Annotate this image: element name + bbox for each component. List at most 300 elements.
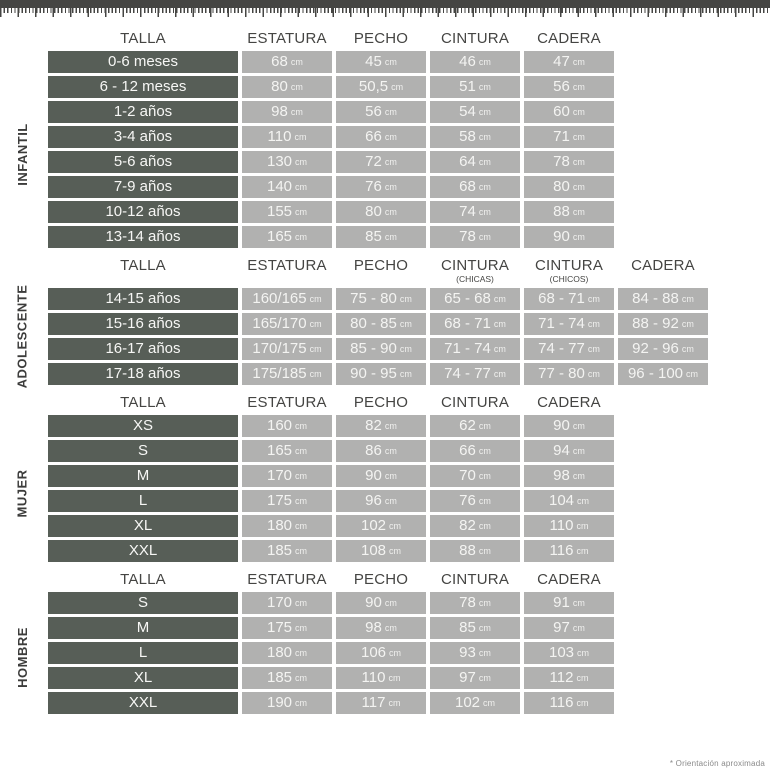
measure-cell xyxy=(524,592,614,614)
unit-label: cm xyxy=(572,232,585,242)
column-header-label: PECHO xyxy=(353,571,409,588)
measure-value: 170/175 xyxy=(252,340,307,357)
unit-label: cm xyxy=(389,521,402,531)
measure-value: 160/165 xyxy=(252,290,307,307)
measure-value: 98 xyxy=(365,619,382,636)
unit-label: cm xyxy=(478,421,491,431)
measure-value: 130 xyxy=(266,153,293,170)
column-header xyxy=(242,571,332,588)
unit-label: cm xyxy=(587,319,600,329)
column-header-label: CINTURA xyxy=(440,571,510,588)
column-header xyxy=(524,30,614,47)
column-header xyxy=(618,257,708,274)
measure-cell xyxy=(430,288,520,310)
measure-value: 165 xyxy=(266,442,293,459)
unit-label: cm xyxy=(384,132,397,142)
measure-cell xyxy=(242,415,332,437)
measure-cell xyxy=(336,76,426,98)
measure-cell xyxy=(336,440,426,462)
measure-cell xyxy=(524,176,614,198)
measure-cell xyxy=(430,226,520,248)
unit-label: cm xyxy=(399,294,412,304)
measure-value: 155 xyxy=(266,203,293,220)
measure-cell xyxy=(242,51,332,73)
measure-value: 90 xyxy=(365,467,382,484)
column-header xyxy=(524,394,614,411)
measure-value: 65 - 68 xyxy=(444,290,491,307)
unit-label: cm xyxy=(478,107,491,117)
measure-cell xyxy=(430,667,520,689)
measure-cell xyxy=(430,76,520,98)
measure-value: 102 xyxy=(360,517,387,534)
unit-label: cm xyxy=(478,157,491,167)
measure-value: 77 - 80 xyxy=(538,365,585,382)
column-header xyxy=(242,394,332,411)
unit-label: cm xyxy=(295,648,308,658)
measure-value: 108 xyxy=(360,542,387,559)
unit-label: cm xyxy=(309,369,322,379)
measure-cell xyxy=(242,363,332,385)
talla-cell: 13-14 años xyxy=(48,226,238,248)
measure-cell xyxy=(336,51,426,73)
column-header-label: TALLA xyxy=(120,257,166,274)
unit-label: cm xyxy=(295,673,308,683)
section-label-hombre xyxy=(2,601,42,714)
measure-cell xyxy=(430,465,520,487)
measure-cell xyxy=(524,101,614,123)
measure-cell xyxy=(524,338,614,360)
measure-value: 110 xyxy=(361,669,386,686)
column-header-label: PECHO xyxy=(353,30,409,47)
measure-value: 85 xyxy=(459,619,476,636)
measure-cell xyxy=(430,51,520,73)
unit-label: cm xyxy=(681,344,694,354)
measure-cell xyxy=(524,465,614,487)
unit-label: cm xyxy=(572,157,585,167)
section-mujer xyxy=(14,394,770,562)
unit-label: cm xyxy=(478,673,491,683)
measure-cell xyxy=(336,313,426,335)
measure-cell xyxy=(336,176,426,198)
talla-cell: 6 - 12 meses xyxy=(48,76,238,98)
measure-value: 60 xyxy=(553,103,570,120)
unit-label: cm xyxy=(399,369,412,379)
measure-value: 175 xyxy=(266,492,293,509)
measure-cell xyxy=(242,440,332,462)
measure-cell xyxy=(430,101,520,123)
measure-value: 110 xyxy=(267,128,292,145)
measure-value: 76 xyxy=(459,492,476,509)
measure-cell xyxy=(242,226,332,248)
measure-cell xyxy=(430,617,520,639)
column-header-label: CINTURA xyxy=(534,257,604,274)
measure-cell xyxy=(242,540,332,562)
measure-cell xyxy=(430,440,520,462)
unit-label: cm xyxy=(399,319,412,329)
measure-value: 117 xyxy=(361,694,386,711)
column-header xyxy=(524,257,614,284)
measure-value: 185 xyxy=(266,542,293,559)
measure-value: 54 xyxy=(459,103,476,120)
table-row xyxy=(48,101,770,123)
table-row xyxy=(48,490,770,512)
unit-label: cm xyxy=(576,673,589,683)
measure-value: 165/170 xyxy=(252,315,307,332)
unit-label: cm xyxy=(384,207,397,217)
section-adolescente xyxy=(14,257,770,388)
column-header xyxy=(336,30,426,47)
measure-value: 180 xyxy=(266,517,293,534)
measure-value: 90 xyxy=(553,228,570,245)
measure-value: 71 xyxy=(553,128,570,145)
measure-cell xyxy=(524,51,614,73)
measure-value: 170 xyxy=(266,594,293,611)
measure-value: 98 xyxy=(271,103,288,120)
unit-label: cm xyxy=(681,294,694,304)
measure-cell xyxy=(336,101,426,123)
section-title: ADOLESCENTE xyxy=(14,284,30,388)
measure-cell xyxy=(242,313,332,335)
measure-value: 165 xyxy=(266,228,293,245)
unit-label: cm xyxy=(384,157,397,167)
unit-label: cm xyxy=(389,648,402,658)
unit-label: cm xyxy=(290,82,303,92)
unit-label: cm xyxy=(587,369,600,379)
measure-cell xyxy=(524,415,614,437)
unit-label: cm xyxy=(681,319,694,329)
measure-value: 76 xyxy=(365,178,382,195)
section-label-adolescente xyxy=(2,284,42,388)
unit-label: cm xyxy=(384,57,397,67)
measure-cell xyxy=(524,288,614,310)
talla-cell: 7-9 años xyxy=(48,176,238,198)
unit-label: cm xyxy=(572,421,585,431)
column-header-label: CADERA xyxy=(631,257,695,274)
measure-value: 116 xyxy=(549,542,574,559)
column-header xyxy=(242,30,332,47)
measure-cell xyxy=(336,363,426,385)
talla-cell: L xyxy=(48,642,238,664)
talla-cell: S xyxy=(48,592,238,614)
measure-cell xyxy=(336,151,426,173)
unit-label: cm xyxy=(686,369,699,379)
header-row xyxy=(48,571,770,588)
measure-value: 170 xyxy=(266,467,293,484)
measure-value: 82 xyxy=(365,417,382,434)
table-row xyxy=(48,201,770,223)
measure-value: 70 xyxy=(459,467,476,484)
measure-value: 72 xyxy=(365,153,382,170)
table-row xyxy=(48,226,770,248)
measure-cell xyxy=(618,313,708,335)
unit-label: cm xyxy=(572,623,585,633)
measure-value: 90 - 95 xyxy=(350,365,397,382)
measure-cell xyxy=(524,151,614,173)
measure-cell xyxy=(430,126,520,148)
unit-label: cm xyxy=(290,107,303,117)
column-header-label: TALLA xyxy=(120,571,166,588)
table-row xyxy=(48,313,770,335)
column-header-label: ESTATURA xyxy=(247,394,327,411)
approximation-footnote: * Orientación aproximada xyxy=(669,759,765,768)
measure-value: 80 xyxy=(365,203,382,220)
measure-cell xyxy=(242,667,332,689)
measure-value: 102 xyxy=(454,694,481,711)
table-row xyxy=(48,51,770,73)
measure-cell xyxy=(242,101,332,123)
measure-value: 175 xyxy=(266,619,293,636)
measure-cell xyxy=(524,667,614,689)
measure-value: 106 xyxy=(360,644,387,661)
measure-value: 56 xyxy=(553,78,570,95)
measure-value: 190 xyxy=(266,694,293,711)
measure-value: 68 xyxy=(271,53,288,70)
unit-label: cm xyxy=(294,132,307,142)
column-header-label: CINTURA xyxy=(440,257,510,274)
table-row xyxy=(48,288,770,310)
column-header xyxy=(48,394,238,411)
column-header xyxy=(336,571,426,588)
section-infantil xyxy=(14,30,770,248)
unit-label: cm xyxy=(295,207,308,217)
unit-label: cm xyxy=(587,294,600,304)
unit-label: cm xyxy=(295,471,308,481)
table-row xyxy=(48,338,770,360)
measure-cell xyxy=(430,592,520,614)
measure-value: 85 xyxy=(365,228,382,245)
unit-label: cm xyxy=(478,57,491,67)
column-header xyxy=(430,257,520,284)
unit-label: cm xyxy=(391,82,404,92)
measure-cell xyxy=(524,226,614,248)
unit-label: cm xyxy=(388,673,401,683)
unit-label: cm xyxy=(478,546,491,556)
table-row xyxy=(48,540,770,562)
header-row xyxy=(48,30,770,47)
measure-value: 103 xyxy=(548,644,575,661)
measure-value: 96 xyxy=(365,492,382,509)
measure-value: 74 - 77 xyxy=(538,340,585,357)
measure-value: 104 xyxy=(548,492,575,509)
measure-cell xyxy=(242,592,332,614)
measure-cell xyxy=(242,338,332,360)
measure-value: 68 xyxy=(459,178,476,195)
measure-cell xyxy=(524,515,614,537)
unit-label: cm xyxy=(572,471,585,481)
section-hombre xyxy=(14,571,770,714)
unit-label: cm xyxy=(478,623,491,633)
ruler-ticks xyxy=(0,8,770,18)
measure-cell xyxy=(336,465,426,487)
unit-label: cm xyxy=(384,598,397,608)
talla-cell: XL xyxy=(48,667,238,689)
measure-value: 88 xyxy=(553,203,570,220)
measure-value: 96 - 100 xyxy=(627,365,684,382)
measure-cell xyxy=(242,692,332,714)
measure-cell xyxy=(618,363,708,385)
measure-value: 78 xyxy=(459,594,476,611)
measure-cell xyxy=(336,288,426,310)
measure-value: 85 - 90 xyxy=(350,340,397,357)
measure-cell xyxy=(336,692,426,714)
measure-value: 185 xyxy=(266,669,293,686)
ruler-bar xyxy=(0,0,770,8)
column-header xyxy=(48,571,238,588)
section-title: HOMBRE xyxy=(14,627,30,688)
unit-label: cm xyxy=(295,232,308,242)
measure-cell xyxy=(618,338,708,360)
measure-value: 98 xyxy=(553,467,570,484)
measure-cell xyxy=(430,338,520,360)
unit-label: cm xyxy=(572,57,585,67)
unit-label: cm xyxy=(309,344,322,354)
column-header xyxy=(430,394,520,411)
measure-cell xyxy=(430,201,520,223)
measure-value: 140 xyxy=(266,178,293,195)
measure-cell xyxy=(242,642,332,664)
unit-label: cm xyxy=(388,698,401,708)
table-row xyxy=(48,151,770,173)
unit-label: cm xyxy=(493,369,506,379)
measure-cell xyxy=(242,288,332,310)
measure-cell xyxy=(524,313,614,335)
measure-cell xyxy=(524,440,614,462)
talla-cell: S xyxy=(48,440,238,462)
talla-cell: L xyxy=(48,490,238,512)
unit-label: cm xyxy=(587,344,600,354)
column-header-label: CINTURA xyxy=(440,30,510,47)
measure-cell xyxy=(524,126,614,148)
unit-label: cm xyxy=(399,344,412,354)
talla-cell: 10-12 años xyxy=(48,201,238,223)
header-row xyxy=(48,394,770,411)
measure-cell xyxy=(242,176,332,198)
unit-label: cm xyxy=(572,107,585,117)
unit-label: cm xyxy=(478,598,491,608)
measure-value: 94 xyxy=(553,442,570,459)
measure-cell xyxy=(430,151,520,173)
measure-value: 80 xyxy=(271,78,288,95)
measure-value: 90 xyxy=(553,417,570,434)
unit-label: cm xyxy=(572,598,585,608)
unit-label: cm xyxy=(384,421,397,431)
measure-cell xyxy=(618,288,708,310)
measure-cell xyxy=(430,415,520,437)
measure-value: 71 - 74 xyxy=(444,340,491,357)
unit-label: cm xyxy=(576,546,589,556)
measure-cell xyxy=(524,540,614,562)
measure-cell xyxy=(336,642,426,664)
column-header-label: CADERA xyxy=(537,30,601,47)
unit-label: cm xyxy=(290,57,303,67)
table-row xyxy=(48,126,770,148)
unit-label: cm xyxy=(309,319,322,329)
measure-value: 78 xyxy=(459,228,476,245)
unit-label: cm xyxy=(384,496,397,506)
unit-label: cm xyxy=(295,623,308,633)
table-row xyxy=(48,617,770,639)
measure-value: 90 xyxy=(365,594,382,611)
measure-value: 116 xyxy=(549,694,574,711)
measure-value: 88 xyxy=(459,542,476,559)
column-header xyxy=(48,257,238,274)
measure-value: 62 xyxy=(459,417,476,434)
measure-cell xyxy=(524,617,614,639)
talla-cell: 17-18 años xyxy=(48,363,238,385)
unit-label: cm xyxy=(295,496,308,506)
measure-cell xyxy=(524,490,614,512)
measure-value: 112 xyxy=(549,669,574,686)
measure-value: 50,5 xyxy=(358,78,389,95)
column-header-sublabel: (CHICOS) xyxy=(549,274,589,284)
measure-value: 51 xyxy=(459,78,476,95)
unit-label: cm xyxy=(478,521,491,531)
measure-value: 88 - 92 xyxy=(632,315,679,332)
measuring-tape-ruler xyxy=(0,0,770,18)
unit-label: cm xyxy=(384,471,397,481)
unit-label: cm xyxy=(478,496,491,506)
measure-cell xyxy=(430,540,520,562)
unit-label: cm xyxy=(384,446,397,456)
section-label-mujer xyxy=(2,424,42,562)
table-row xyxy=(48,692,770,714)
measure-cell xyxy=(242,126,332,148)
measure-cell xyxy=(336,667,426,689)
unit-label: cm xyxy=(478,232,491,242)
measure-value: 68 - 71 xyxy=(538,290,585,307)
column-header-label: PECHO xyxy=(353,257,409,274)
measure-cell xyxy=(430,692,520,714)
measure-value: 64 xyxy=(459,153,476,170)
measure-value: 45 xyxy=(365,53,382,70)
measure-cell xyxy=(336,490,426,512)
measure-value: 66 xyxy=(459,442,476,459)
unit-label: cm xyxy=(572,132,585,142)
measure-cell xyxy=(524,76,614,98)
measure-cell xyxy=(524,201,614,223)
talla-cell: 14-15 años xyxy=(48,288,238,310)
measure-cell xyxy=(430,515,520,537)
table-row xyxy=(48,515,770,537)
column-header-label: ESTATURA xyxy=(247,571,327,588)
talla-cell: 15-16 años xyxy=(48,313,238,335)
measure-value: 71 - 74 xyxy=(538,315,585,332)
measure-cell xyxy=(242,617,332,639)
measure-value: 175/185 xyxy=(252,365,307,382)
unit-label: cm xyxy=(295,421,308,431)
measure-cell xyxy=(336,515,426,537)
column-header xyxy=(430,571,520,588)
unit-label: cm xyxy=(384,232,397,242)
unit-label: cm xyxy=(577,496,590,506)
measure-cell xyxy=(336,126,426,148)
talla-cell: XXL xyxy=(48,540,238,562)
measure-cell xyxy=(242,490,332,512)
unit-label: cm xyxy=(478,132,491,142)
measure-value: 47 xyxy=(553,53,570,70)
measure-cell xyxy=(430,642,520,664)
measure-cell xyxy=(242,515,332,537)
measure-cell xyxy=(524,363,614,385)
measure-value: 74 xyxy=(459,203,476,220)
table-row xyxy=(48,642,770,664)
unit-label: cm xyxy=(478,207,491,217)
table-row xyxy=(48,592,770,614)
unit-label: cm xyxy=(572,207,585,217)
talla-cell: M xyxy=(48,465,238,487)
unit-label: cm xyxy=(295,521,308,531)
measure-value: 92 - 96 xyxy=(632,340,679,357)
